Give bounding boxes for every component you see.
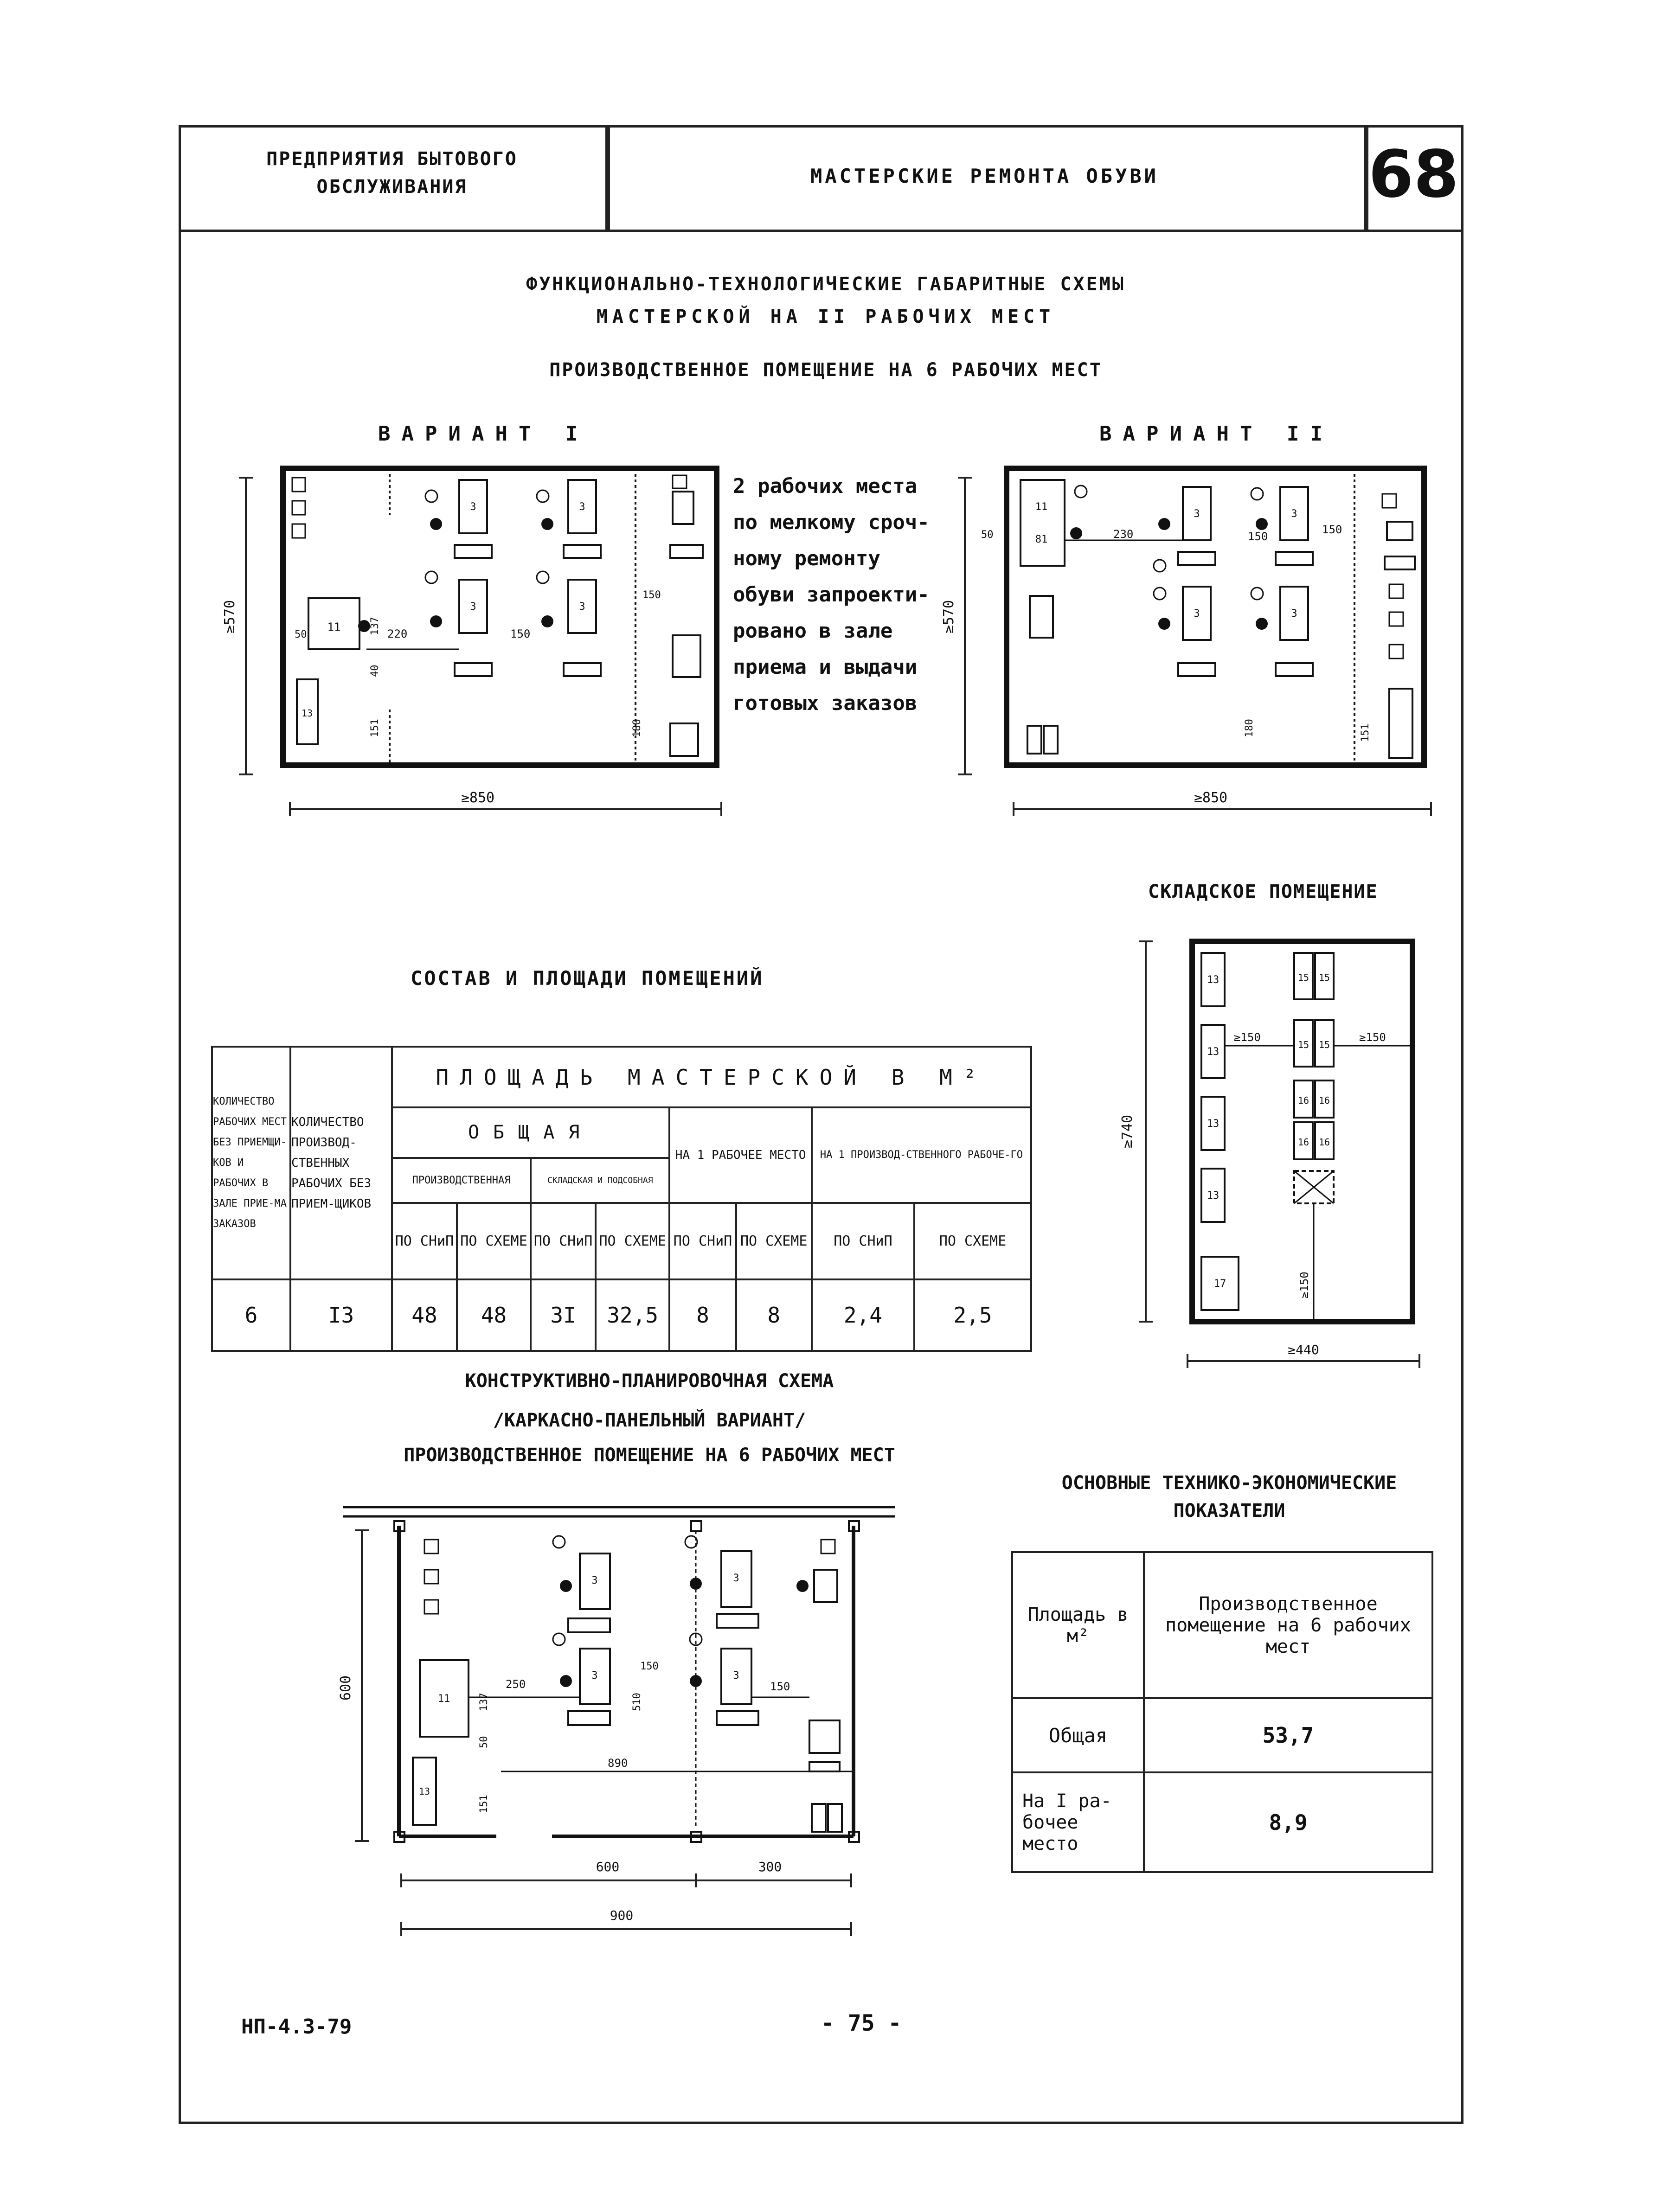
construct-dim-part-a: 600 <box>596 1859 620 1874</box>
variant2-dim-e: 180 <box>1244 719 1255 737</box>
construct-plan <box>325 1484 923 1962</box>
construct-dim-b: 150 <box>640 1661 659 1672</box>
warehouse-rack: 16 <box>1297 1137 1309 1148</box>
svg-text:3: 3 <box>470 601 476 613</box>
warehouse-rack: 15 <box>1318 1039 1330 1050</box>
svg-text:11: 11 <box>1035 501 1048 513</box>
sub-scheme: ПО СХЕМЕ <box>596 1203 669 1279</box>
value-cell: 32,5 <box>596 1279 669 1351</box>
svg-text:3: 3 <box>1194 608 1200 620</box>
warehouse-rack: 13 <box>1207 1046 1220 1058</box>
storage-header: СКЛАДСКАЯ И ПОДСОБНАЯ <box>531 1158 669 1203</box>
warehouse-rack: 13 <box>1207 1190 1220 1202</box>
variant1-dim-c: 50 <box>295 629 307 640</box>
col1-header: КОЛИЧЕСТВО РАБОЧИХ МЕСТ БЕЗ ПРИЕМЩИ-КОВ И РАБОЧИХ В ЗАЛЕ ПРИЕ-МА ЗАКАЗОВ <box>212 1047 290 1279</box>
svg-text:81: 81 <box>1035 534 1048 545</box>
variant1-dim-width: ≥850 <box>461 790 495 806</box>
construct-dim-f: 50 <box>478 1736 490 1748</box>
svg-text:11: 11 <box>327 620 341 633</box>
header-left-line2: ОБСЛУЖИВАНИЯ <box>316 176 468 198</box>
svg-text:3: 3 <box>733 1670 739 1681</box>
sub-snip: ПО СНиП <box>531 1203 596 1279</box>
note-line: ному ремонту <box>733 547 880 570</box>
construct-dim-part-b: 300 <box>758 1859 782 1874</box>
variant1-note <box>733 468 930 722</box>
sub-scheme: ПО СХЕМЕ <box>457 1203 531 1279</box>
svg-text:11: 11 <box>437 1693 450 1705</box>
note-line: 2 рабочих места <box>733 474 918 498</box>
col2-header: КОЛИЧЕСТВО ПРОИЗВОД-СТВЕННЫХ РАБОЧИХ БЕЗ ПРИЕМ-ЩИКОВ <box>290 1047 392 1279</box>
construct-dim-total: 900 <box>610 1908 634 1923</box>
header-center-title: МАСТЕРСКИЕ РЕМОНТА ОБУВИ <box>810 165 1159 187</box>
note-line: ровано в зале <box>733 619 893 643</box>
value-cell: 2,5 <box>914 1279 1031 1351</box>
construct-title-line2: /КАРКАСНО-ПАНЕЛЬНЫЙ ВАРИАНТ/ <box>493 1410 806 1431</box>
footer-page: - 75 - <box>821 2010 902 2036</box>
variant2-dim-b: 150 <box>1248 530 1268 543</box>
note-line: обуви запроекти- <box>733 583 930 607</box>
svg-text:3: 3 <box>1291 508 1297 520</box>
value-cell: 6 <box>212 1279 290 1351</box>
variant2-plan <box>941 459 1457 830</box>
variant1-dim-e: 151 <box>369 719 381 737</box>
value-cell: 48 <box>457 1279 531 1351</box>
warehouse-dim-b: ≥150 <box>1359 1031 1386 1044</box>
construct-dim-height: 600 <box>338 1675 354 1701</box>
value-cell: 8 <box>669 1279 736 1351</box>
title-line1: ФУНКЦИОНАЛЬНО-ТЕХНОЛОГИЧЕСКИЕ ГАБАРИТНЫЕ СХЕМЫ <box>526 274 1125 295</box>
variant1-dim-d: 40 <box>369 665 381 677</box>
title-line3: ПРОИЗВОДСТВЕННОЕ ПОМЕЩЕНИЕ НА 6 РАБОЧИХ МЕСТ <box>549 359 1102 381</box>
indicators-title-line2: ПОКАЗАТЕЛИ <box>1173 1500 1285 1522</box>
header-left-line1: ПРЕДПРИЯТИЯ БЫТОВОГО <box>266 148 518 170</box>
variant2-dim-height: ≥570 <box>941 600 957 634</box>
variant2-dim-width: ≥850 <box>1194 790 1228 806</box>
construct-dim-g: 151 <box>478 1795 490 1813</box>
warehouse-rack: 15 <box>1297 1039 1309 1050</box>
variant1-dim-b: 150 <box>510 627 531 640</box>
warehouse-rack: 16 <box>1297 1095 1309 1106</box>
warehouse-plan <box>1104 927 1438 1382</box>
warehouse-rack: 17 <box>1213 1278 1226 1290</box>
per-worker-header: НА 1 РАБОЧЕЕ МЕСТО <box>669 1107 811 1202</box>
sub-snip: ПО СНиП <box>812 1203 914 1279</box>
svg-text:3: 3 <box>1194 508 1200 520</box>
sub-snip: ПО СНиП <box>669 1203 736 1279</box>
svg-text:13: 13 <box>301 708 313 719</box>
variant1-dim-height: ≥570 <box>222 600 238 634</box>
svg-text:3: 3 <box>1291 608 1297 620</box>
sub-scheme: ПО СХЕМЕ <box>914 1203 1031 1279</box>
svg-text:13: 13 <box>418 1786 430 1797</box>
indicators-row1-label: Общая <box>1012 1698 1144 1772</box>
warehouse-dim-width: ≥440 <box>1288 1342 1319 1357</box>
indicators-head-right: Производственное помещение на 6 рабочих мест <box>1144 1552 1432 1698</box>
variant1-dim-g: 150 <box>642 589 661 601</box>
note-line: готовых заказов <box>733 691 918 715</box>
variant1-plan <box>222 459 738 830</box>
svg-text:3: 3 <box>733 1573 739 1584</box>
page-badge: 68 <box>1368 137 1459 212</box>
value-cell: I3 <box>290 1279 392 1351</box>
warehouse-rack: 15 <box>1318 972 1330 983</box>
variant2-dim-d: 50 <box>981 529 994 541</box>
svg-text:3: 3 <box>579 501 585 513</box>
variant2-label: ВАРИАНТ II <box>1099 422 1334 446</box>
composition-title: СОСТАВ И ПЛОЩАДИ ПОМЕЩЕНИЙ <box>411 967 764 990</box>
note-line: по мелкому сроч- <box>733 511 930 534</box>
construct-dim-e: 137 <box>478 1693 490 1711</box>
area-header: ПЛОЩАДЬ МАСТЕРСКОЙ В М² <box>392 1047 1031 1107</box>
construct-dim-c: 150 <box>770 1680 790 1693</box>
note-line: приема и выдачи <box>733 655 918 679</box>
total-header: ОБЩАЯ <box>392 1107 669 1157</box>
prod-header: ПРОИЗВОДСТВЕННАЯ <box>392 1158 531 1203</box>
variant1-label: ВАРИАНТ I <box>378 422 589 446</box>
indicators-row1-value: 53,7 <box>1144 1698 1432 1772</box>
composition-table <box>211 1046 1032 1352</box>
construct-dim-a: 250 <box>506 1678 526 1691</box>
construct-dim-d: 890 <box>608 1757 628 1770</box>
value-cell: 8 <box>736 1279 812 1351</box>
indicators-head-left: Площадь в м² <box>1012 1552 1144 1698</box>
warehouse-rack: 16 <box>1318 1095 1330 1106</box>
value-cell: 48 <box>392 1279 457 1351</box>
indicators-row2-label: На I ра-бочее место <box>1012 1772 1144 1872</box>
variant2-dim-a: 230 <box>1113 528 1134 541</box>
svg-text:3: 3 <box>591 1575 598 1586</box>
title-line2: МАСТЕРСКОЙ НА II РАБОЧИХ МЕСТ <box>596 306 1055 327</box>
footer-code: НП-4.3-79 <box>241 2015 352 2039</box>
warehouse-title: СКЛАДСКОЕ ПОМЕЩЕНИЕ <box>1148 881 1378 902</box>
warehouse-dim-a: ≥150 <box>1234 1031 1261 1044</box>
sub-snip: ПО СНиП <box>392 1203 457 1279</box>
variant1-dim-f: 180 <box>631 719 643 737</box>
svg-text:3: 3 <box>470 501 476 513</box>
indicators-title-line1: ОСНОВНЫЕ ТЕХНИКО-ЭКОНОМИЧЕСКИЕ <box>1061 1472 1397 1494</box>
variant1-dim-a: 220 <box>387 627 408 640</box>
variant1-dim-h: 137 <box>369 617 381 635</box>
warehouse-rack: 16 <box>1318 1137 1330 1148</box>
warehouse-dim-height: ≥740 <box>1119 1114 1136 1149</box>
sub-scheme: ПО СХЕМЕ <box>736 1203 812 1279</box>
construct-title-line3: ПРОИЗВОДСТВЕННОЕ ПОМЕЩЕНИЕ НА 6 РАБОЧИХ МЕСТ <box>404 1445 895 1466</box>
construct-title-line1: КОНСТРУКТИВНО-ПЛАНИРОВОЧНАЯ СХЕМА <box>465 1370 834 1392</box>
warehouse-rack: 13 <box>1207 1118 1220 1130</box>
value-cell: 2,4 <box>812 1279 914 1351</box>
warehouse-rack: 15 <box>1297 972 1309 983</box>
indicators-row2-value: 8,9 <box>1144 1772 1432 1872</box>
svg-text:3: 3 <box>591 1670 598 1681</box>
value-cell: 3I <box>531 1279 596 1351</box>
svg-text:3: 3 <box>579 601 585 613</box>
variant2-dim-f: 151 <box>1360 723 1371 742</box>
warehouse-dim-c: ≥150 <box>1298 1272 1311 1298</box>
per-prod-header: НА 1 ПРОИЗВОД-СТВЕННОГО РАБОЧЕ-ГО <box>812 1107 1031 1202</box>
warehouse-rack: 13 <box>1207 974 1220 986</box>
construct-dim-h: 510 <box>631 1693 643 1711</box>
indicators-table <box>1011 1551 1433 1873</box>
variant2-dim-c: 150 <box>1322 523 1342 536</box>
